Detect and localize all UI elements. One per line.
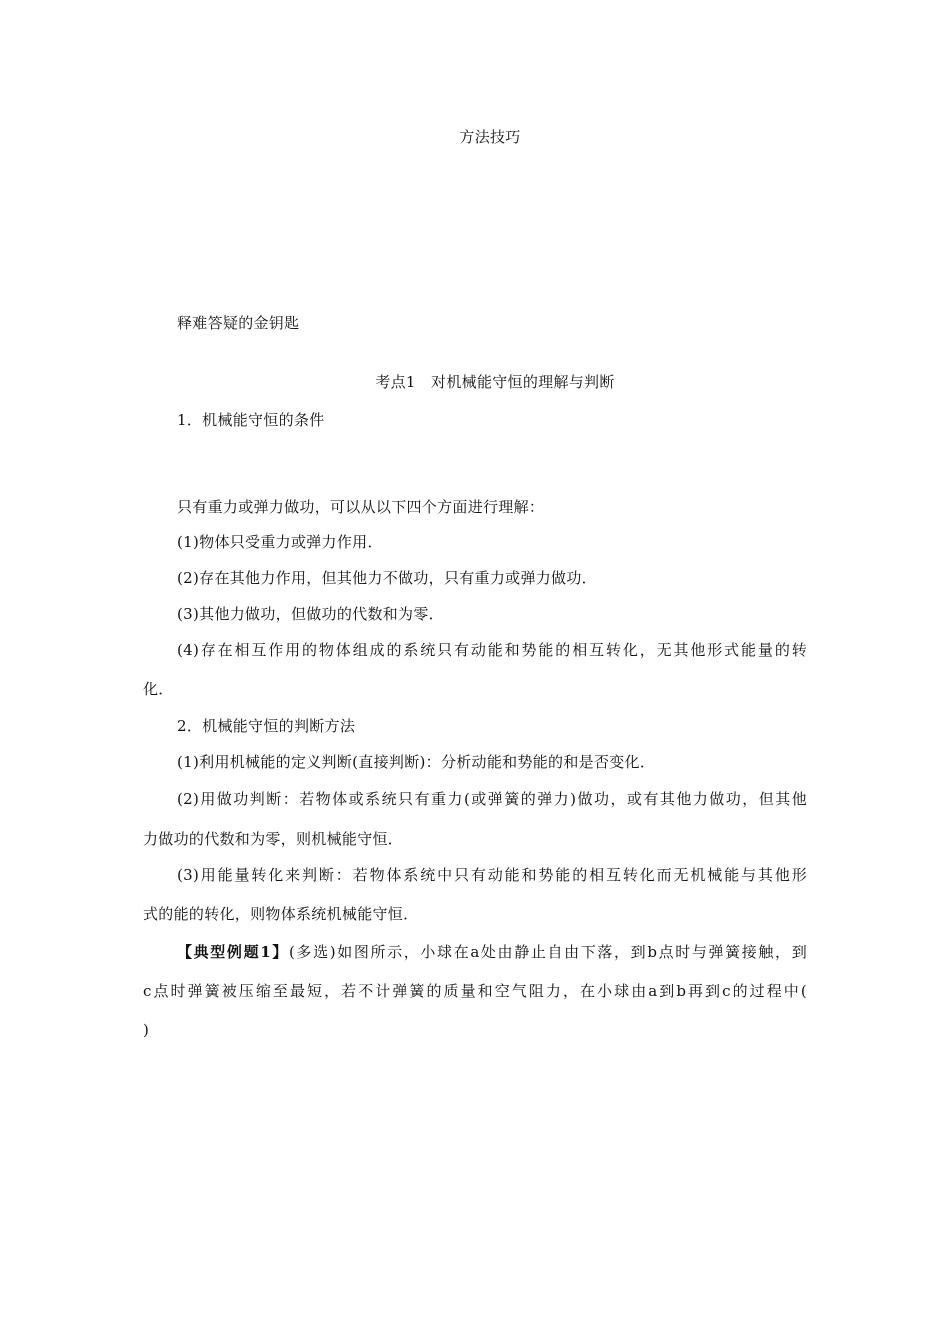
- part2-item-3: (3)用能量转化来判断：若物体系统中只有动能和势能的相互转化而无机械能与其他形: [177, 866, 807, 884]
- part1-item-4-continued: 化．: [143, 680, 174, 698]
- part1-intro: 只有重力或弹力做功，可以从以下四个方面进行理解：: [177, 498, 545, 516]
- example-label: 【典型例题1】: [177, 943, 289, 961]
- part1-heading: 1．机械能守恒的条件: [177, 411, 325, 429]
- part2-item-1: (1)利用机械能的定义判断(直接判断)：分析动能和势能的和是否变化．: [177, 753, 656, 771]
- example-line-3: ): [143, 1021, 150, 1039]
- example-text: (多选)如图所示，小球在a处由静止自由下落，到b点时与弹簧接触，到: [288, 943, 807, 961]
- subtitle: 释难答疑的金钥匙: [177, 314, 300, 332]
- part1-item-4: (4)存在相互作用的物体组成的系统只有动能和势能的相互转化，无其他形式能量的转: [177, 641, 807, 659]
- section-heading: 考点1 对机械能守恒的理解与判断: [375, 373, 615, 391]
- example-line-1: [177, 942, 807, 962]
- part2-item-2-continued: 力做功的代数和为零，则机械能守恒．: [143, 830, 404, 848]
- part1-item-3: (3)其他力做功，但做功的代数和为零．: [177, 605, 444, 623]
- part2-heading: 2．机械能守恒的判断方法: [177, 717, 356, 735]
- part2-item-2: (2)用做功判断：若物体或系统只有重力(或弹簧的弹力)做功，或有其他力做功，但其他: [177, 790, 807, 808]
- part2-item-3-continued: 式的能的转化，则物体系统机械能守恒．: [143, 905, 419, 923]
- part1-item-1: (1)物体只受重力或弹力作用．: [177, 533, 383, 551]
- page-title: 方法技巧: [459, 128, 521, 146]
- example-line-2: c点时弹簧被压缩至最短，若不计弹簧的质量和空气阻力，在小球由a到b再到c的过程中(: [143, 982, 807, 1000]
- part1-item-2: (2)存在其他力作用，但其他力不做功，只有重力或弹力做功．: [177, 569, 597, 587]
